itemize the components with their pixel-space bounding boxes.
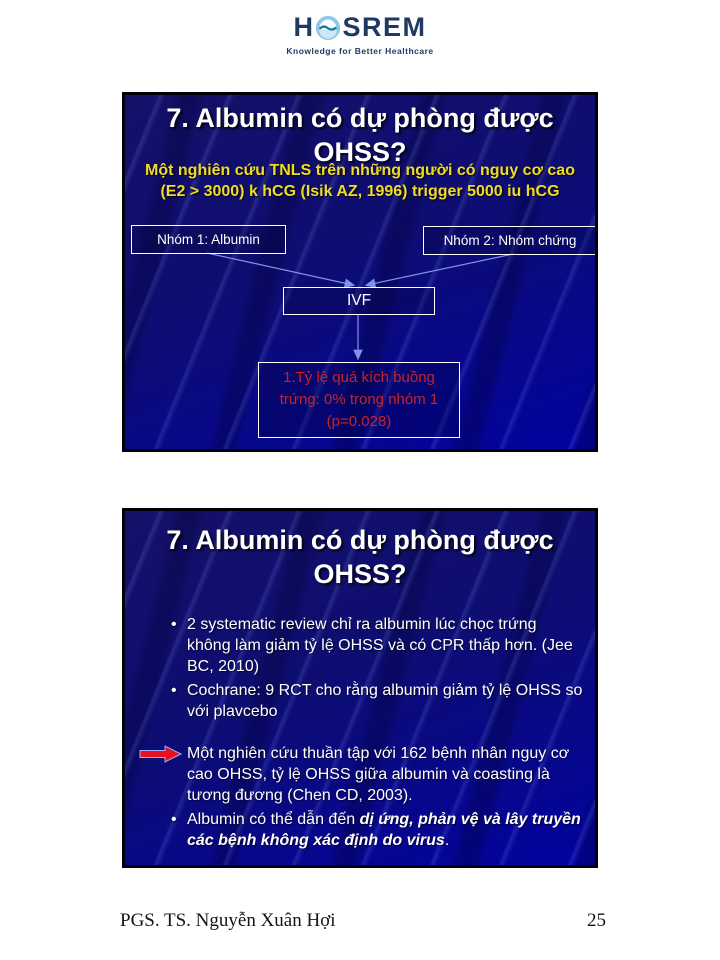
group2-label: Nhóm 2: Nhóm chứng <box>443 233 577 248</box>
logo-letters-srem: SREM <box>342 12 427 42</box>
hosrem-o-wave-icon <box>315 15 341 41</box>
bullet-text: Một nghiên cứu thuần tập với 162 bệnh nhân nguy cơ cao OHSS, tỷ lệ OHSS giữa albumin và coasting là tương đương (Chen CD, 2003). <box>187 744 570 804</box>
slide2-title <box>125 523 595 591</box>
group1-label: Nhóm 1: Albumin <box>157 232 260 247</box>
group2-box <box>423 226 597 255</box>
result-box <box>258 362 460 438</box>
bullet-item-highlighted <box>169 743 583 806</box>
slide1-subtitle-line2: (E2 > 3000) k hCG (Isik AZ, 1996) trigger 5000 iu hCG <box>160 182 560 200</box>
footer-author: PGS. TS. Nguyễn Xuân Hợi <box>120 910 336 931</box>
result-line1: 1.Tỷ lệ quá kích buồng <box>283 369 435 387</box>
result-line3: (p=0.028) <box>326 412 392 430</box>
logo-letter-h: H <box>293 12 315 42</box>
hosrem-logo <box>0 12 720 56</box>
ivf-box <box>283 287 435 315</box>
slide2-bullet-list <box>169 614 583 854</box>
slide2-title-line1: 7. Albumin có dự phòng được <box>166 525 554 555</box>
ivf-label: IVF <box>346 292 372 309</box>
red-arrow-icon <box>139 745 183 763</box>
group1-box <box>131 225 286 254</box>
bullet-item <box>169 614 583 677</box>
slide1-title <box>125 101 595 169</box>
bullet-text: Cochrane: 9 RCT cho rằng albumin giảm tỷ lệ OHSS so với plavcebo <box>187 682 583 721</box>
slide2-title-line2: OHSS? <box>313 559 407 590</box>
bullet-text: 2 systematic review chỉ ra albumin lúc chọc trứng không làm giảm tỷ lệ OHSS và có CPR thấp hơn. (Jee BC, 2010) <box>187 616 573 676</box>
bullet-item <box>169 809 583 851</box>
hosrem-logo-word <box>293 12 426 43</box>
page-number: 25 <box>587 910 606 931</box>
bullet-item <box>169 680 583 722</box>
bullet-text-emphasis: dị ứng, phản vệ và lây truyền các bệnh không xác định do virus <box>187 810 581 849</box>
page-footer <box>120 910 606 932</box>
slide1-title-line1: 7. Albumin có dự phòng được <box>166 103 554 133</box>
bullet-text-suffix: . <box>444 831 450 849</box>
result-line2: trứng: 0% trong nhóm 1 <box>279 391 439 409</box>
slide1-subtitle <box>125 161 595 203</box>
logo-tagline: Knowledge for Better Healthcare <box>286 46 434 56</box>
slide-2 <box>122 508 598 868</box>
slide1-subtitle-line1: Một nghiên cứu TNLS trên những người có nguy cơ cao <box>145 162 575 179</box>
slide-1 <box>122 92 598 452</box>
slide1-title-line2: OHSS? <box>313 137 407 168</box>
bullet-text-prefix: Albumin có thể dẫn đến <box>187 810 360 828</box>
